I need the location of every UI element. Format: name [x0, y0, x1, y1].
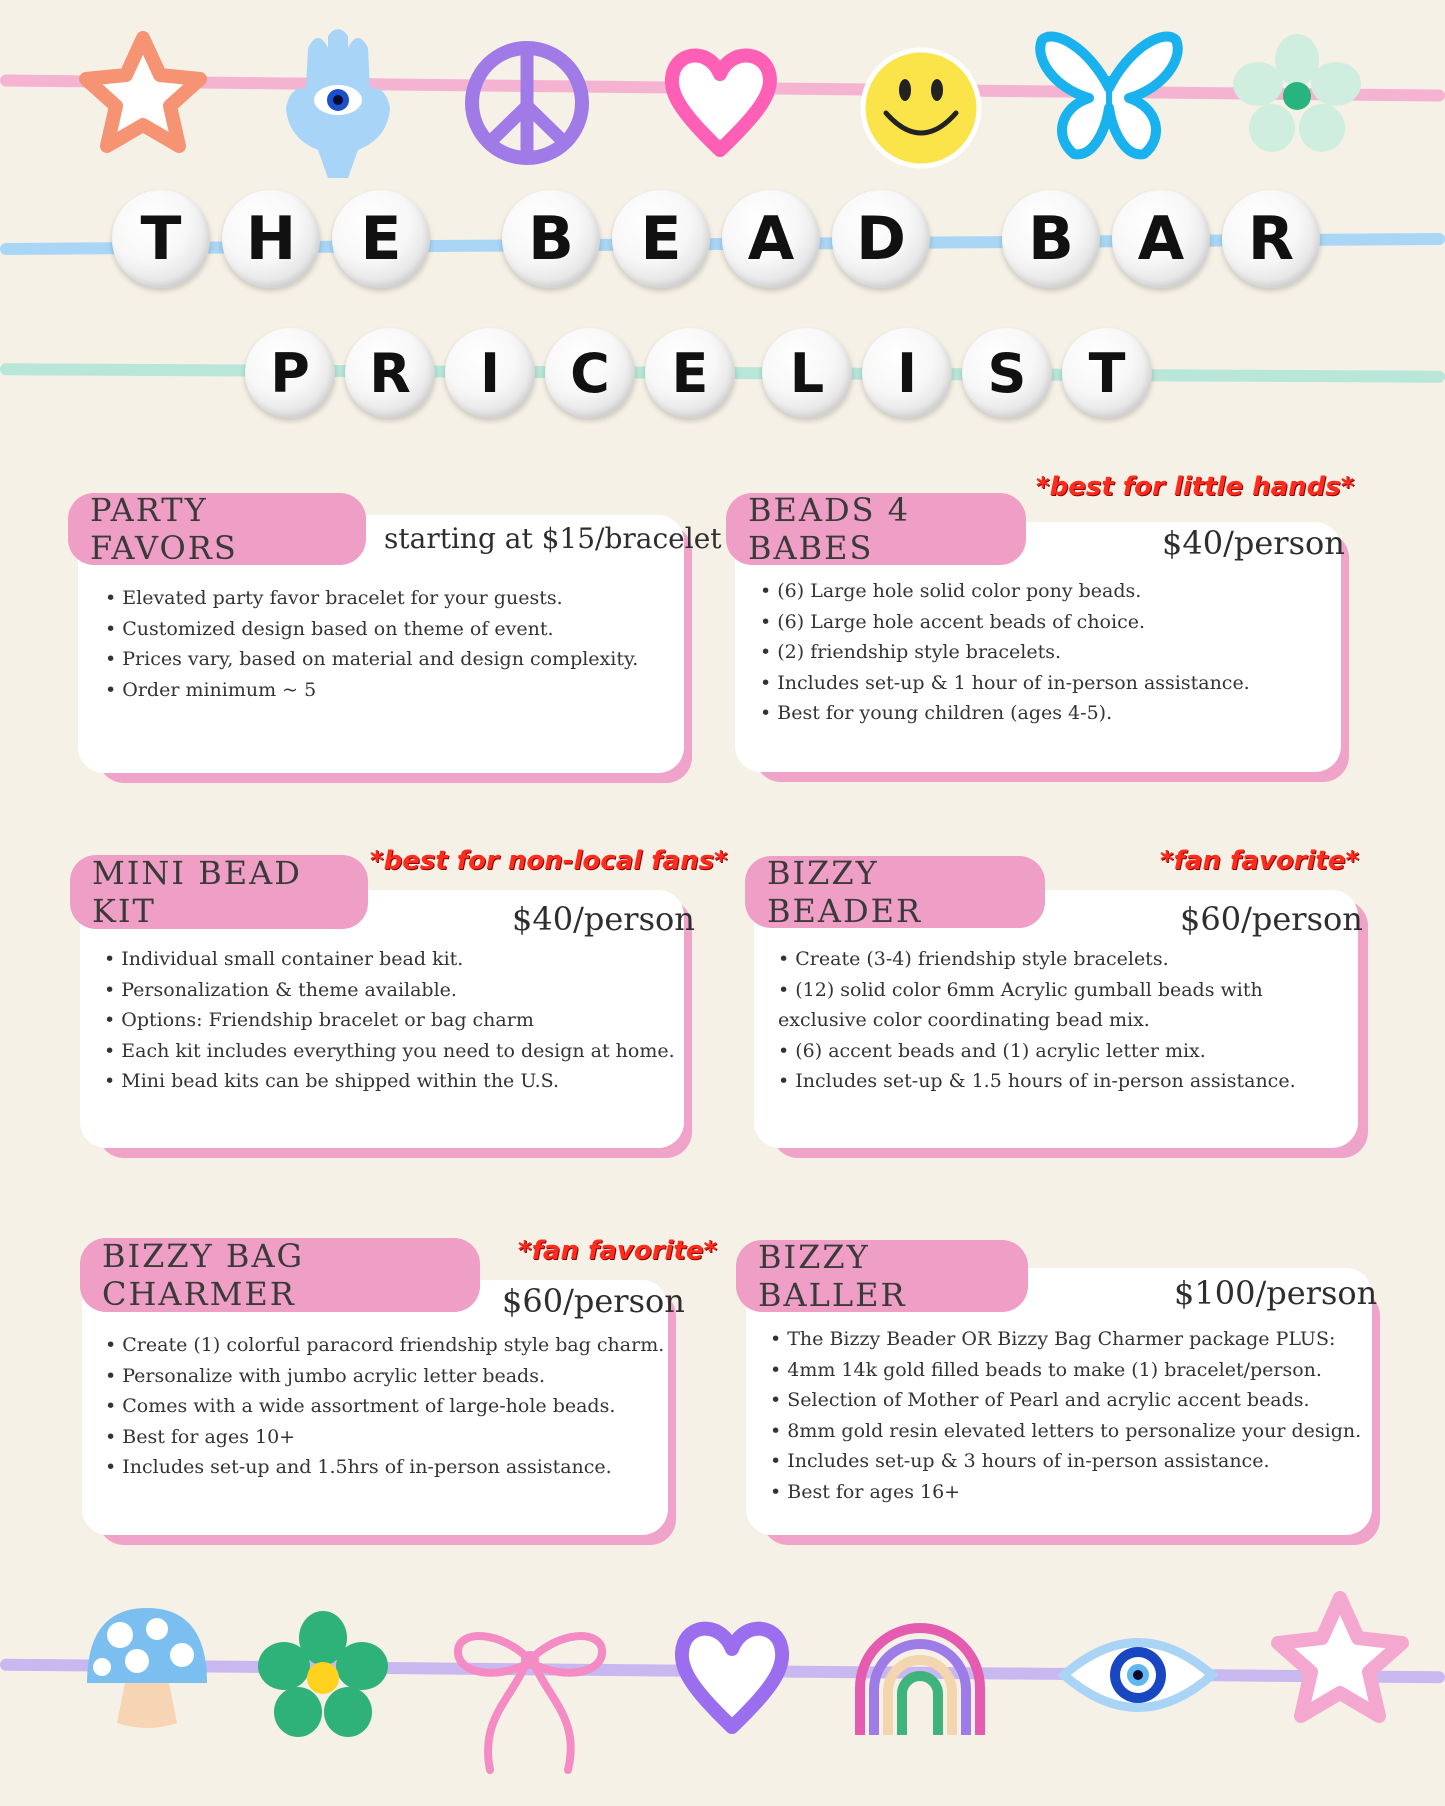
title-bead: E	[645, 328, 735, 418]
list-item: • Best for ages 10+	[105, 1422, 665, 1453]
title-bead: B	[502, 190, 600, 288]
smiley-face-icon	[858, 45, 984, 171]
list-item: • Prices vary, based on material and design complexity.	[105, 644, 675, 675]
card-bullets	[770, 1324, 1370, 1507]
list-item: • Best for ages 16+	[770, 1477, 1370, 1508]
list-item: • Selection of Mother of Pearl and acrylic accent beads.	[770, 1385, 1370, 1416]
list-item: • (12) solid color 6mm Acrylic gumball beads with exclusive color coordinating bead mix.	[778, 975, 1338, 1036]
card-bullets	[105, 1330, 665, 1483]
card-title: BEADS 4 BABES	[726, 493, 1026, 565]
bow-icon	[450, 1620, 610, 1780]
title-bead: L	[762, 328, 852, 418]
title-bead: T	[1062, 328, 1152, 418]
card-price: $40/person	[512, 900, 695, 938]
list-item: • (2) friendship style bracelets.	[760, 637, 1335, 668]
hamsa-icon	[278, 28, 398, 178]
card-title: MINI BEAD KIT	[70, 855, 368, 929]
list-item: • Customized design based on theme of event.	[105, 614, 675, 645]
card-price: starting at $15/bracelet	[384, 522, 722, 555]
title-bead: H	[222, 190, 320, 288]
flower-icon	[1232, 32, 1362, 157]
list-item: • Includes set-up & 3 hours of in-person assistance.	[770, 1446, 1370, 1477]
list-item: • Create (1) colorful paracord friendship style bag charm.	[105, 1330, 665, 1361]
card-bullets	[104, 944, 679, 1097]
title-bead: E	[612, 190, 710, 288]
title-line-2	[0, 328, 1445, 428]
star-icon	[78, 30, 208, 155]
list-item: • Order minimum ~ 5	[105, 675, 675, 706]
rainbow-icon	[852, 1620, 987, 1740]
card-title: BIZZY BEADER	[745, 856, 1045, 928]
star-icon	[1270, 1590, 1410, 1725]
title-bead: P	[245, 328, 335, 418]
card-price: $60/person	[502, 1282, 685, 1320]
list-item: • Includes set-up & 1.5 hours of in-person assistance.	[778, 1066, 1338, 1097]
title-bead: I	[445, 328, 535, 418]
card-price: $40/person	[1162, 524, 1345, 562]
list-item: • Personalization & theme available.	[104, 975, 679, 1006]
title-bead: S	[962, 328, 1052, 418]
card-title: BIZZY BALLER	[736, 1240, 1028, 1312]
card-title: PARTY FAVORS	[68, 493, 366, 565]
heart-icon	[660, 42, 780, 162]
title-bead: D	[832, 190, 930, 288]
list-item: • Elevated party favor bracelet for your guests.	[105, 583, 675, 614]
title-line-1	[0, 190, 1445, 290]
title-bead: B	[1002, 190, 1100, 288]
card-price: $60/person	[1180, 900, 1363, 938]
title-bead: R	[345, 328, 435, 418]
list-item: • (6) Large hole accent beads of choice.	[760, 607, 1335, 638]
list-item: • Individual small container bead kit.	[104, 944, 679, 975]
card-bullets	[778, 944, 1338, 1097]
list-item: • (6) Large hole solid color pony beads.	[760, 576, 1335, 607]
list-item: • Best for young children (ages 4-5).	[760, 698, 1335, 729]
list-item: • Each kit includes everything you need to design at home.	[104, 1036, 679, 1067]
list-item: • 4mm 14k gold filled beads to make (1) bracelet/person.	[770, 1355, 1370, 1386]
card-note: *fan favorite*	[1160, 846, 1360, 876]
list-item: • Personalize with jumbo acrylic letter beads.	[105, 1361, 665, 1392]
list-item: • Create (3-4) friendship style bracelets.	[778, 944, 1338, 975]
list-item: • The Bizzy Beader OR Bizzy Bag Charmer package PLUS:	[770, 1324, 1370, 1355]
list-item: • Comes with a wide assortment of large-hole beads.	[105, 1391, 665, 1422]
title-bead: A	[1112, 190, 1210, 288]
card-title: BIZZY BAG CHARMER	[80, 1238, 480, 1312]
list-item: • Includes set-up & 1 hour of in-person assistance.	[760, 668, 1335, 699]
card-note: *best for little hands*	[1036, 472, 1355, 502]
card-note: *best for non-local fans*	[370, 846, 728, 876]
title-bead: I	[862, 328, 952, 418]
title-bead: T	[112, 190, 210, 288]
card-price: $100/person	[1174, 1274, 1378, 1312]
flower-icon	[258, 1610, 388, 1740]
list-item: • Options: Friendship bracelet or bag charm	[104, 1005, 679, 1036]
card-note: *fan favorite*	[518, 1236, 718, 1266]
list-item: • Mini bead kits can be shipped within the U.S.	[104, 1066, 679, 1097]
peace-sign-icon	[462, 38, 592, 168]
evil-eye-icon	[1058, 1620, 1218, 1730]
title-bead: E	[332, 190, 430, 288]
title-bead: C	[545, 328, 635, 418]
card-bullets	[760, 576, 1335, 729]
list-item: • (6) accent beads and (1) acrylic letter mix.	[778, 1036, 1338, 1067]
mushroom-icon	[82, 1603, 212, 1733]
card-bullets	[105, 583, 675, 705]
heart-icon	[670, 1615, 795, 1740]
title-bead: A	[722, 190, 820, 288]
butterfly-icon	[1034, 28, 1184, 163]
list-item: • Includes set-up and 1.5hrs of in-person assistance.	[105, 1452, 665, 1483]
list-item: • 8mm gold resin elevated letters to personalize your design.	[770, 1416, 1370, 1447]
title-bead: R	[1222, 190, 1320, 288]
